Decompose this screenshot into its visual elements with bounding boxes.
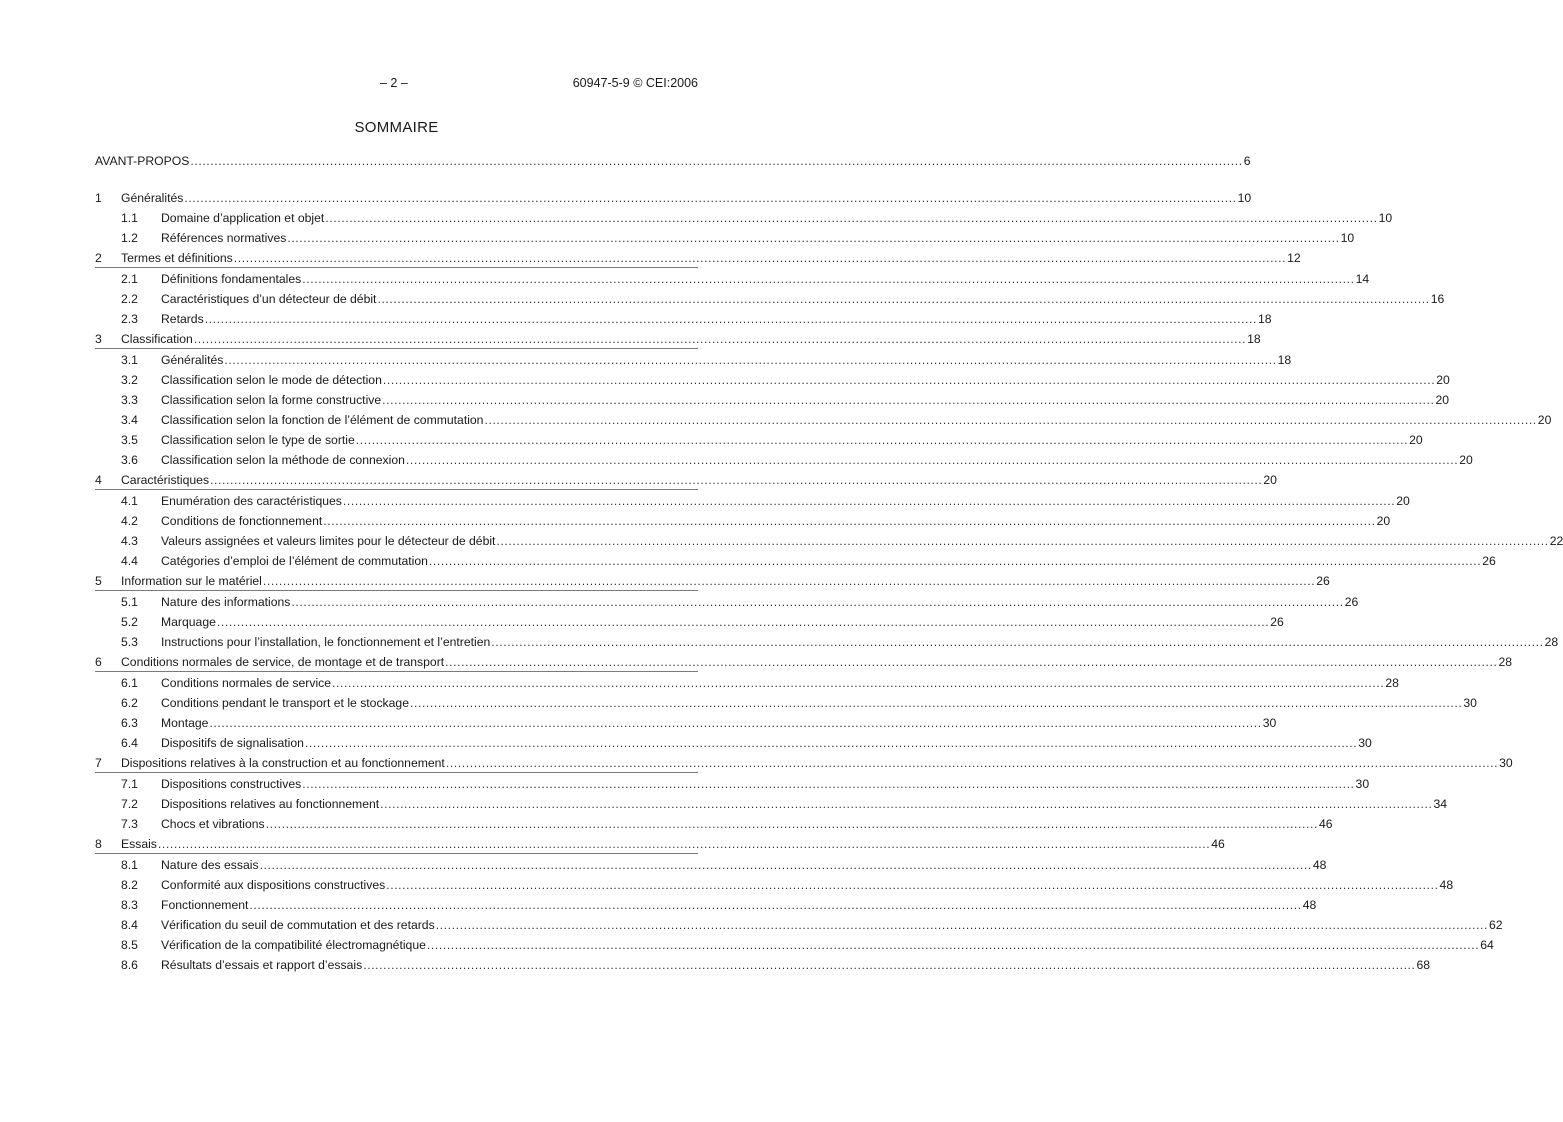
toc-entry-number: 3.4 <box>121 413 138 427</box>
toc-entry[interactable] <box>95 328 1261 349</box>
toc-entry-title: Fonctionnement <box>161 898 249 912</box>
toc-entry-title: Essais <box>121 837 157 851</box>
toc-entry[interactable] <box>95 914 1503 934</box>
toc-entry-title: Classification selon la forme constructive <box>161 393 382 407</box>
toc-entry[interactable] <box>95 894 1317 914</box>
toc-entry-title: Conformité aux dispositions constructives <box>161 878 386 892</box>
toc-entry-number: 7.3 <box>121 817 138 831</box>
toc-entry-number: 4.2 <box>121 514 138 528</box>
toc-entry[interactable] <box>95 631 1559 651</box>
toc-entry-page: 20 <box>1537 413 1552 427</box>
toc-entry-title: Définitions fondamentales <box>161 272 302 286</box>
toc-leader-dots <box>363 957 1415 974</box>
toc-entry-title: Nature des informations <box>161 595 291 609</box>
toc-entry-title: Classification selon la méthode de connexion <box>161 453 405 467</box>
toc-entry[interactable] <box>95 288 1445 308</box>
toc-entry-page: 10 <box>1378 211 1393 225</box>
toc-entry-page: 46 <box>1318 817 1333 831</box>
toc-leader-dots <box>491 634 1543 651</box>
toc-entry-title: Vérification du seuil de commutation et des retards <box>161 918 435 932</box>
toc-entry-page: 28 <box>1544 635 1559 649</box>
toc-entry[interactable] <box>95 429 1423 449</box>
toc-entry-page: 20 <box>1436 373 1450 387</box>
document-reference: 60947-5-9 © CEI:2006 <box>572 76 698 90</box>
toc-leader-dots <box>263 573 1315 590</box>
toc-entry-page: 10 <box>1340 231 1355 245</box>
toc-entry-page: 22 <box>1549 534 1563 548</box>
toc-entry-title: Conditions de fonctionnement <box>161 514 323 528</box>
toc-entry-number: 4 <box>95 473 102 487</box>
toc-entry-page: 48 <box>1312 858 1327 872</box>
toc-entry-title: Caractéristiques d’un détecteur de débit <box>161 292 377 306</box>
toc-entry-page: 12 <box>1287 251 1301 265</box>
toc-entry-page: 20 <box>1376 514 1391 528</box>
toc-leader-dots <box>194 331 1246 348</box>
toc-entry-page: 30 <box>1499 756 1513 770</box>
toc-leader-dots <box>205 311 1257 328</box>
toc-entry-page: 46 <box>1211 837 1225 851</box>
toc-entry-number: 3 <box>95 332 102 346</box>
toc-leader-dots <box>287 230 1339 247</box>
toc-entry[interactable] <box>95 409 1552 429</box>
toc-leader-dots <box>436 917 1488 934</box>
toc-entry-title: Marquage <box>161 615 216 629</box>
toc-entry-number: 5 <box>95 574 102 588</box>
toc-entry-number: 8.3 <box>121 898 138 912</box>
toc-entry[interactable] <box>95 591 1359 611</box>
toc-leader-dots <box>249 897 1301 914</box>
toc-entry-page: 18 <box>1277 353 1292 367</box>
toc-leader-dots <box>380 796 1432 813</box>
toc-entry-title: Enumération des caractéristiques <box>161 494 342 508</box>
toc-entry-title: Classification selon le mode de détection <box>161 373 382 387</box>
toc-entry[interactable] <box>95 268 1370 288</box>
toc-entry-title: Valeurs assignées et valeurs limites pour le détecteur de débit <box>161 534 496 548</box>
toc-entry[interactable] <box>95 672 1399 692</box>
toc-entry-page: 30 <box>1355 777 1370 791</box>
toc-entry[interactable] <box>95 854 1327 874</box>
toc-entry-number: 5.1 <box>121 595 138 609</box>
toc-leader-dots <box>325 210 1377 227</box>
toc-leader-dots <box>383 372 1435 389</box>
toc-entry-title: Termes et définitions <box>121 251 233 265</box>
toc-entry-page: 20 <box>1435 393 1450 407</box>
toc-leader-dots <box>332 675 1384 692</box>
toc-leader-dots <box>386 877 1438 894</box>
toc-entry-page: 10 <box>1237 191 1252 205</box>
toc-entry-number: 6 <box>95 655 102 669</box>
toc-entry-page: 20 <box>1263 473 1277 487</box>
toc-entry-number: 2.2 <box>121 292 138 306</box>
toc-entry-title: Généralités <box>121 191 184 205</box>
toc-entry-number: 1.1 <box>121 211 138 225</box>
toc-entry-number: 2.3 <box>121 312 138 326</box>
toc-entry-page: 30 <box>1358 736 1372 750</box>
toc-entry-title: Retards <box>161 312 204 326</box>
toc-entry-title: Instructions pour l’installation, le fonctionnement et l’entretien <box>161 635 491 649</box>
toc-entry-page: 20 <box>1459 453 1473 467</box>
toc-leader-dots <box>429 553 1481 570</box>
toc-entry-page: 26 <box>1344 595 1359 609</box>
toc-leader-dots <box>302 776 1354 793</box>
toc-entry[interactable] <box>95 692 1477 712</box>
toc-leader-dots <box>343 493 1395 510</box>
toc-leader-dots <box>356 432 1408 449</box>
toc-leader-dots <box>484 412 1536 429</box>
toc-entry-number: 8 <box>95 837 102 851</box>
toc-entry-title: Nature des essais <box>161 858 259 872</box>
page-header <box>0 76 793 94</box>
toc-entry-number: 3.2 <box>121 373 138 387</box>
toc-leader-dots <box>158 836 1210 853</box>
toc-entry-title: Caractéristiques <box>121 473 210 487</box>
toc-entry-page: 20 <box>1409 433 1423 447</box>
toc-entry-number: 7.2 <box>121 797 138 811</box>
toc-leader-dots <box>410 695 1462 712</box>
toc-entry[interactable] <box>95 449 1473 469</box>
toc-entry[interactable] <box>95 187 1252 207</box>
toc-leader-dots <box>184 190 1236 207</box>
page-number: – 2 – <box>380 76 408 90</box>
toc-entry[interactable] <box>95 954 1431 974</box>
toc-entry-page: 62 <box>1489 918 1503 932</box>
toc-entry-page: 34 <box>1433 797 1448 811</box>
toc-entry[interactable] <box>95 530 1563 550</box>
toc-entry-number: 6.2 <box>121 696 138 710</box>
toc-leader-dots <box>224 352 1276 369</box>
toc-entry-page: 20 <box>1396 494 1410 508</box>
toc-entry[interactable] <box>95 207 1393 227</box>
toc-leader-dots <box>210 472 1262 489</box>
toc-entry-number: 8.2 <box>121 878 138 892</box>
toc-entry[interactable] <box>95 611 1284 631</box>
toc-entry-page: 26 <box>1482 554 1496 568</box>
toc-entry-title: Dispositifs de signalisation <box>161 736 304 750</box>
toc-entry-page: 28 <box>1498 655 1513 669</box>
toc-entry-title: Dispositions constructives <box>161 777 302 791</box>
toc-leader-dots <box>234 250 1286 267</box>
toc-leader-dots <box>377 291 1429 308</box>
toc-entry-title: Catégories d’emploi de l’élément de commutation <box>161 554 428 568</box>
toc-leader-dots <box>260 857 1312 874</box>
toc-entry[interactable] <box>95 308 1272 328</box>
toc-entry-number: 7.1 <box>121 777 138 791</box>
toc-entry[interactable] <box>95 833 1225 854</box>
toc-entry[interactable] <box>95 490 1410 510</box>
toc-entry-number: 8.4 <box>121 918 138 932</box>
toc-entry-number: 2.1 <box>121 272 138 286</box>
toc-entry[interactable] <box>95 874 1454 894</box>
toc-entry-page: 28 <box>1385 676 1399 690</box>
toc-entry[interactable] <box>95 570 1330 591</box>
table-of-contents <box>95 150 1563 974</box>
toc-entry-page: 48 <box>1439 878 1454 892</box>
toc-entry[interactable] <box>95 369 1450 389</box>
toc-entry-page: 18 <box>1258 312 1272 326</box>
toc-entry-title: Chocs et vibrations <box>161 817 265 831</box>
toc-entry-page: 30 <box>1463 696 1477 710</box>
toc-entry-title: Résultats d’essais et rapport d’essais <box>161 958 363 972</box>
toc-entry-title: Conditions pendant le transport et le stockage <box>161 696 409 710</box>
toc-entry-number: 3.3 <box>121 393 138 407</box>
toc-entry-title: Conditions normales de service <box>161 676 332 690</box>
toc-entry-number: 8.6 <box>121 958 138 972</box>
toc-entry[interactable] <box>95 712 1277 732</box>
toc-entry-title: Références normatives <box>161 231 287 245</box>
toc-leader-dots <box>406 452 1458 469</box>
toc-entry-page: 64 <box>1480 938 1494 952</box>
toc-entry-page: 16 <box>1430 292 1445 306</box>
toc-entry-page: 6 <box>1243 154 1251 168</box>
toc-entry[interactable] <box>95 752 1513 773</box>
toc-entry-number: 7 <box>95 756 102 770</box>
toc-entry-number: 5.3 <box>121 635 138 649</box>
toc-leader-dots <box>305 735 1357 752</box>
toc-entry[interactable] <box>95 773 1370 793</box>
toc-entry-number: 2 <box>95 251 102 265</box>
toc-entry-title: Généralités <box>161 353 224 367</box>
toc-entry-page: 48 <box>1302 898 1317 912</box>
toc-entry-number: 5.2 <box>121 615 138 629</box>
toc-title: SOMMAIRE <box>354 119 439 136</box>
toc-entry-number: 6.4 <box>121 736 138 750</box>
toc-entry-title: Information sur le matériel <box>121 574 262 588</box>
toc-entry-number: 3.1 <box>121 353 138 367</box>
toc-entry[interactable] <box>95 389 1450 409</box>
toc-entry-number: 8.5 <box>121 938 138 952</box>
toc-entry-number: 6.3 <box>121 716 138 730</box>
toc-entry[interactable] <box>95 247 1301 268</box>
toc-entry-page: 30 <box>1262 716 1277 730</box>
toc-leader-dots <box>302 271 1354 288</box>
toc-entry-number: 3.5 <box>121 433 138 447</box>
toc-entry[interactable] <box>95 469 1277 490</box>
toc-entry-title: Vérification de la compatibilité électromagnétique <box>161 938 426 952</box>
toc-entry-page: 18 <box>1247 332 1261 346</box>
toc-entry-page: 26 <box>1316 574 1330 588</box>
toc-entry[interactable] <box>95 793 1448 813</box>
toc-entry-title: Dispositions relatives à la construction et au fonctionnement <box>121 756 445 770</box>
toc-entry-title: Dispositions relatives au fonctionnement <box>161 797 380 811</box>
toc-entry-title: Domaine d’application et objet <box>161 211 325 225</box>
toc-entry-title: Classification <box>121 332 193 346</box>
toc-entry[interactable] <box>95 813 1333 833</box>
toc-entry[interactable] <box>95 227 1355 247</box>
toc-entry-title: AVANT-PROPOS <box>95 154 190 168</box>
toc-leader-dots <box>217 614 1269 631</box>
toc-entry-number: 4.3 <box>121 534 138 548</box>
toc-entry-number: 3.6 <box>121 453 138 467</box>
toc-entry-number: 1.2 <box>121 231 138 245</box>
toc-entry-number: 1 <box>95 191 102 205</box>
toc-entry-title: Classification selon la fonction de l’élément de commutation <box>161 413 484 427</box>
toc-leader-dots <box>323 513 1375 530</box>
toc-leader-dots <box>209 715 1261 732</box>
toc-entry-title: Classification selon le type de sortie <box>161 433 355 447</box>
toc-entry[interactable] <box>95 150 1251 170</box>
toc-leader-dots <box>190 153 1242 170</box>
toc-entry-page: 14 <box>1355 272 1370 286</box>
toc-entry-page: 68 <box>1416 958 1431 972</box>
toc-leader-dots <box>291 594 1343 611</box>
toc-entry[interactable] <box>95 510 1391 530</box>
toc-entry[interactable] <box>95 349 1292 369</box>
toc-entry-number: 8.1 <box>121 858 138 872</box>
toc-entry-title: Montage <box>161 716 209 730</box>
toc-entry[interactable] <box>95 550 1496 570</box>
toc-entry-number: 6.1 <box>121 676 138 690</box>
toc-entry[interactable] <box>95 732 1372 752</box>
toc-leader-dots <box>496 533 1548 550</box>
toc-entry-page: 26 <box>1270 615 1284 629</box>
toc-leader-dots <box>446 755 1498 772</box>
toc-entry[interactable] <box>95 934 1494 954</box>
toc-entry[interactable] <box>95 651 1513 672</box>
toc-entry-number: 4.1 <box>121 494 138 508</box>
toc-leader-dots <box>445 654 1497 671</box>
toc-leader-dots <box>382 392 1434 409</box>
toc-leader-dots <box>427 937 1479 954</box>
toc-entry-title: Conditions normales de service, de montage et de transport <box>121 655 445 669</box>
toc-entry-number: 4.4 <box>121 554 138 568</box>
toc-leader-dots <box>266 816 1318 833</box>
